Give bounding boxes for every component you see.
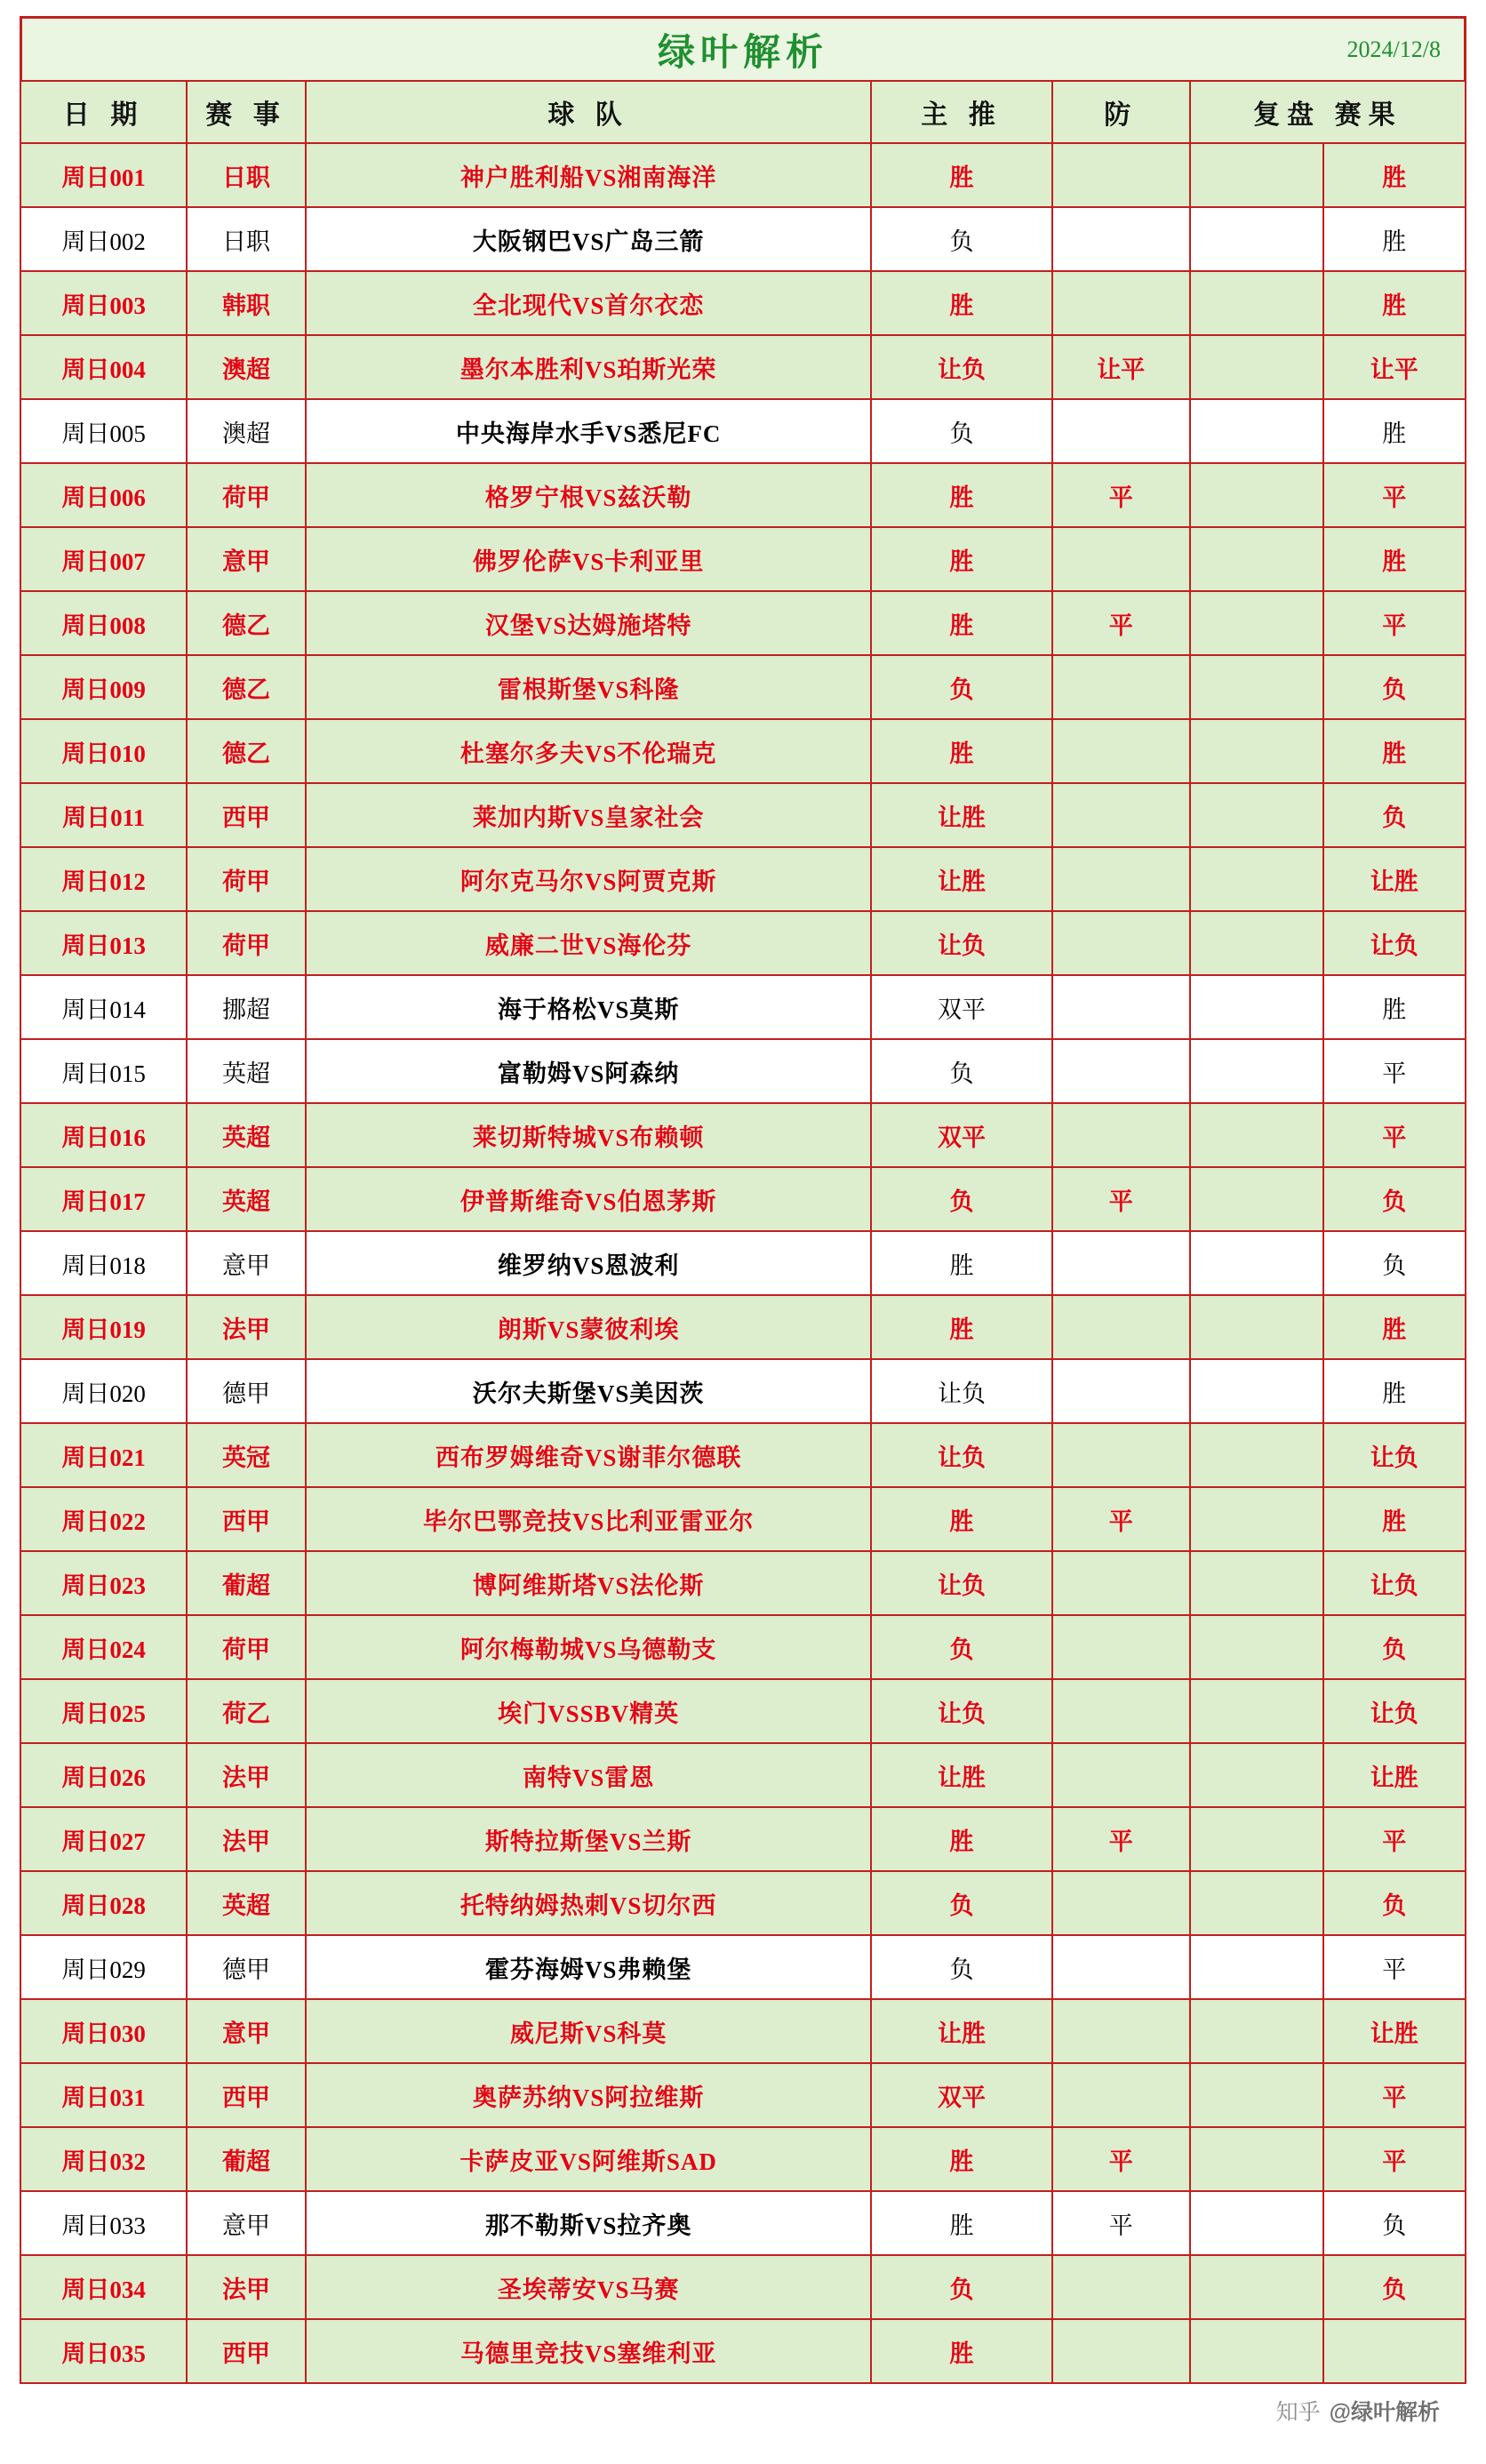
cell-review [1190,1807,1323,1871]
cell-teams: 圣埃蒂安VS马赛 [306,2255,871,2319]
cell-defense [1052,847,1190,911]
cell-defense [1052,2319,1190,2383]
table-row [20,143,1466,207]
header-review-result: 复盘 赛果 [1190,81,1466,143]
cell-league: 法甲 [187,1295,306,1359]
cell-date: 周日025 [20,1679,187,1743]
cell-defense: 平 [1052,2127,1190,2191]
cell-result: 让平 [1323,335,1466,399]
cell-review [1190,911,1323,975]
table-row [20,1487,1466,1551]
cell-main-pick: 让胜 [871,1743,1051,1807]
cell-main-pick: 让负 [871,1423,1051,1487]
cell-review [1190,655,1323,719]
cell-result: 胜 [1323,527,1466,591]
table-row [20,1423,1466,1487]
cell-date: 周日018 [20,1231,187,1295]
cell-review [1190,1423,1323,1487]
cell-date: 周日015 [20,1039,187,1103]
cell-league: 法甲 [187,2255,306,2319]
table-row [20,207,1466,271]
cell-teams: 全北现代VS首尔衣恋 [306,271,871,335]
cell-league: 澳超 [187,399,306,463]
cell-defense [1052,655,1190,719]
cell-result: 负 [1323,2255,1466,2319]
cell-teams: 博阿维斯塔VS法伦斯 [306,1551,871,1615]
cell-teams: 格罗宁根VS兹沃勒 [306,463,871,527]
cell-review [1190,1359,1323,1423]
cell-main-pick: 负 [871,207,1051,271]
cell-league: 西甲 [187,2319,306,2383]
cell-league: 英冠 [187,1423,306,1487]
cell-teams: 斯特拉斯堡VS兰斯 [306,1807,871,1871]
cell-defense: 平 [1052,591,1190,655]
cell-league: 西甲 [187,2063,306,2127]
cell-league: 荷甲 [187,463,306,527]
cell-league: 荷乙 [187,1679,306,1743]
cell-result: 平 [1323,2063,1466,2127]
cell-league: 意甲 [187,527,306,591]
cell-date: 周日020 [20,1359,187,1423]
cell-teams: 雷根斯堡VS科隆 [306,655,871,719]
cell-teams: 那不勒斯VS拉齐奥 [306,2191,871,2255]
cell-main-pick: 胜 [871,591,1051,655]
cell-review [1190,2127,1323,2191]
table-row [20,2319,1466,2383]
cell-teams: 阿尔克马尔VS阿贾克斯 [306,847,871,911]
cell-defense [1052,719,1190,783]
page-date: 2024/12/8 [1346,36,1441,62]
footer [20,2384,1466,2437]
cell-review [1190,1615,1323,1679]
cell-main-pick: 胜 [871,1487,1051,1551]
header-teams: 球 队 [306,81,871,143]
cell-defense [1052,271,1190,335]
cell-result: 负 [1323,1231,1466,1295]
cell-defense: 平 [1052,463,1190,527]
table-row [20,1807,1466,1871]
cell-teams: 中央海岸水手VS悉尼FC [306,399,871,463]
table-row [20,975,1466,1039]
cell-date: 周日029 [20,1935,187,1999]
table-row [20,1551,1466,1615]
cell-defense [1052,911,1190,975]
table-row [20,1231,1466,1295]
cell-main-pick: 胜 [871,1231,1051,1295]
cell-main-pick: 胜 [871,271,1051,335]
cell-result: 让胜 [1323,1743,1466,1807]
zhihu-logo: 知乎 [1275,2400,1321,2425]
cell-result: 胜 [1323,975,1466,1039]
cell-date: 周日014 [20,975,187,1039]
table-row [20,1999,1466,2063]
cell-result: 负 [1323,655,1466,719]
cell-review [1190,1871,1323,1935]
cell-defense [1052,975,1190,1039]
cell-main-pick: 负 [871,1615,1051,1679]
cell-result: 平 [1323,1807,1466,1871]
cell-teams: 西布罗姆维奇VS谢菲尔德联 [306,1423,871,1487]
cell-defense [1052,1359,1190,1423]
cell-main-pick: 负 [871,1935,1051,1999]
cell-date: 周日022 [20,1487,187,1551]
cell-defense: 平 [1052,2191,1190,2255]
cell-date: 周日013 [20,911,187,975]
cell-main-pick: 胜 [871,143,1051,207]
cell-defense [1052,2255,1190,2319]
cell-defense [1052,1615,1190,1679]
cell-defense [1052,783,1190,847]
cell-league: 英超 [187,1103,306,1167]
cell-league: 意甲 [187,1231,306,1295]
table-row [20,719,1466,783]
cell-league: 荷甲 [187,911,306,975]
cell-review [1190,1103,1323,1167]
cell-teams: 海于格松VS莫斯 [306,975,871,1039]
cell-defense: 让平 [1052,335,1190,399]
cell-teams: 霍芬海姆VS弗赖堡 [306,1935,871,1999]
cell-defense [1052,1935,1190,1999]
cell-main-pick: 负 [871,399,1051,463]
table-row [20,1103,1466,1167]
cell-league: 荷甲 [187,1615,306,1679]
table-body [20,143,1466,2383]
table-row [20,463,1466,527]
table-row [20,335,1466,399]
cell-league: 意甲 [187,2191,306,2255]
cell-main-pick: 双平 [871,975,1051,1039]
cell-date: 周日019 [20,1295,187,1359]
cell-date: 周日030 [20,1999,187,2063]
cell-main-pick: 让胜 [871,1999,1051,2063]
cell-date: 周日028 [20,1871,187,1935]
cell-defense [1052,1423,1190,1487]
cell-review [1190,847,1323,911]
cell-date: 周日017 [20,1167,187,1231]
cell-result: 平 [1323,463,1466,527]
cell-date: 周日021 [20,1423,187,1487]
cell-result: 让负 [1323,911,1466,975]
table-row [20,1871,1466,1935]
table-row [20,1615,1466,1679]
table-row [20,1679,1466,1743]
cell-league: 德乙 [187,719,306,783]
cell-defense [1052,1039,1190,1103]
cell-main-pick: 负 [871,1167,1051,1231]
cell-main-pick: 负 [871,1871,1051,1935]
cell-date: 周日012 [20,847,187,911]
cell-date: 周日009 [20,655,187,719]
cell-defense: 平 [1052,1167,1190,1231]
cell-result: 负 [1323,1615,1466,1679]
cell-date: 周日035 [20,2319,187,2383]
cell-main-pick: 负 [871,2255,1051,2319]
cell-teams: 神户胜利船VS湘南海洋 [306,143,871,207]
cell-review [1190,1039,1323,1103]
cell-league: 荷甲 [187,847,306,911]
cell-result: 负 [1323,1871,1466,1935]
cell-result: 让胜 [1323,847,1466,911]
cell-league: 英超 [187,1167,306,1231]
cell-review [1190,783,1323,847]
cell-review [1190,143,1323,207]
cell-defense [1052,399,1190,463]
cell-result: 胜 [1323,271,1466,335]
cell-league: 韩职 [187,271,306,335]
cell-review [1190,975,1323,1039]
header-date: 日 期 [20,81,187,143]
cell-review [1190,1231,1323,1295]
cell-result: 平 [1323,591,1466,655]
cell-result: 让负 [1323,1423,1466,1487]
table-row [20,1295,1466,1359]
cell-league: 意甲 [187,1999,306,2063]
cell-review [1190,1679,1323,1743]
cell-teams: 杜塞尔多夫VS不伦瑞克 [306,719,871,783]
cell-main-pick: 双平 [871,1103,1051,1167]
cell-teams: 大阪钢巴VS广岛三箭 [306,207,871,271]
cell-result: 胜 [1323,207,1466,271]
cell-main-pick: 让负 [871,1359,1051,1423]
cell-result: 平 [1323,1103,1466,1167]
cell-main-pick: 胜 [871,1807,1051,1871]
cell-date: 周日034 [20,2255,187,2319]
table-row [20,271,1466,335]
cell-teams: 卡萨皮亚VS阿维斯SAD [306,2127,871,2191]
cell-date: 周日032 [20,2127,187,2191]
cell-teams: 毕尔巴鄂竞技VS比利亚雷亚尔 [306,1487,871,1551]
cell-main-pick: 胜 [871,719,1051,783]
cell-result: 胜 [1323,1295,1466,1359]
cell-teams: 马德里竞技VS塞维利亚 [306,2319,871,2383]
cell-date: 周日031 [20,2063,187,2127]
cell-date: 周日011 [20,783,187,847]
cell-defense [1052,527,1190,591]
cell-date: 周日026 [20,1743,187,1807]
table-row [20,2127,1466,2191]
cell-teams: 埃门VSSBV精英 [306,1679,871,1743]
cell-main-pick: 让负 [871,335,1051,399]
cell-review [1190,591,1323,655]
cell-main-pick: 让负 [871,911,1051,975]
cell-result: 让负 [1323,1551,1466,1615]
cell-teams: 墨尔本胜利VS珀斯光荣 [306,335,871,399]
cell-result: 胜 [1323,1359,1466,1423]
cell-review [1190,207,1323,271]
cell-review [1190,2191,1323,2255]
cell-teams: 伊普斯维奇VS伯恩茅斯 [306,1167,871,1231]
cell-main-pick: 让胜 [871,847,1051,911]
cell-review [1190,1999,1323,2063]
table-row [20,655,1466,719]
cell-defense [1052,1871,1190,1935]
cell-defense [1052,1295,1190,1359]
cell-teams: 维罗纳VS恩波利 [306,1231,871,1295]
cell-defense [1052,1999,1190,2063]
table-row [20,847,1466,911]
cell-date: 周日024 [20,1615,187,1679]
cell-teams: 威尼斯VS科莫 [306,1999,871,2063]
table-row [20,1039,1466,1103]
cell-date: 周日005 [20,399,187,463]
cell-result: 负 [1323,2191,1466,2255]
cell-result: 胜 [1323,399,1466,463]
cell-review [1190,1295,1323,1359]
cell-date: 周日006 [20,463,187,527]
cell-main-pick: 双平 [871,2063,1051,2127]
page-title: 绿叶解析 [657,32,828,74]
cell-review [1190,1743,1323,1807]
cell-league: 日职 [187,143,306,207]
cell-result [1323,2319,1466,2383]
cell-date: 周日001 [20,143,187,207]
cell-review [1190,1167,1323,1231]
cell-defense [1052,1103,1190,1167]
cell-date: 周日004 [20,335,187,399]
cell-result: 让负 [1323,1679,1466,1743]
cell-defense [1052,1743,1190,1807]
table-row [20,591,1466,655]
cell-review [1190,2255,1323,2319]
table-row [20,1167,1466,1231]
cell-league: 葡超 [187,1551,306,1615]
cell-main-pick: 让胜 [871,783,1051,847]
cell-result: 平 [1323,1935,1466,1999]
cell-teams: 富勒姆VS阿森纳 [306,1039,871,1103]
cell-review [1190,399,1323,463]
cell-teams: 威廉二世VS海伦芬 [306,911,871,975]
cell-teams: 阿尔梅勒城VS乌德勒支 [306,1615,871,1679]
cell-league: 挪超 [187,975,306,1039]
cell-main-pick: 胜 [871,463,1051,527]
cell-league: 法甲 [187,1743,306,1807]
header-league: 赛 事 [187,81,306,143]
cell-result: 让胜 [1323,1999,1466,2063]
cell-review [1190,463,1323,527]
cell-teams: 南特VS雷恩 [306,1743,871,1807]
cell-main-pick: 让负 [871,1679,1051,1743]
zhihu-username: @绿叶解析 [1329,2400,1440,2425]
cell-league: 德甲 [187,1359,306,1423]
cell-main-pick: 负 [871,655,1051,719]
cell-teams: 莱加内斯VS皇家社会 [306,783,871,847]
cell-date: 周日033 [20,2191,187,2255]
cell-review [1190,527,1323,591]
table-row [20,911,1466,975]
cell-defense [1052,143,1190,207]
table-row [20,1935,1466,1999]
cell-review [1190,2063,1323,2127]
cell-date: 周日002 [20,207,187,271]
table-row [20,527,1466,591]
table-row [20,399,1466,463]
table-row [20,1359,1466,1423]
cell-league: 日职 [187,207,306,271]
cell-teams: 莱切斯特城VS布赖顿 [306,1103,871,1167]
header-main-pick: 主 推 [871,81,1051,143]
cell-teams: 朗斯VS蒙彼利埃 [306,1295,871,1359]
table-row [20,2191,1466,2255]
cell-result: 胜 [1323,719,1466,783]
cell-review [1190,1487,1323,1551]
cell-main-pick: 胜 [871,527,1051,591]
cell-league: 葡超 [187,2127,306,2191]
cell-teams: 汉堡VS达姆施塔特 [306,591,871,655]
cell-league: 西甲 [187,1487,306,1551]
title-bar [20,16,1466,80]
cell-result: 负 [1323,1167,1466,1231]
cell-league: 英超 [187,1871,306,1935]
cell-main-pick: 负 [871,1039,1051,1103]
cell-teams: 佛罗伦萨VS卡利亚里 [306,527,871,591]
cell-date: 周日007 [20,527,187,591]
cell-defense: 平 [1052,1807,1190,1871]
cell-defense: 平 [1052,1487,1190,1551]
cell-defense [1052,207,1190,271]
cell-league: 西甲 [187,783,306,847]
cell-result: 平 [1323,1039,1466,1103]
cell-date: 周日003 [20,271,187,335]
table-row [20,1743,1466,1807]
cell-league: 法甲 [187,1807,306,1871]
cell-main-pick: 让负 [871,1551,1051,1615]
cell-league: 澳超 [187,335,306,399]
table-row [20,783,1466,847]
cell-teams: 沃尔夫斯堡VS美因茨 [306,1359,871,1423]
cell-main-pick: 胜 [871,1295,1051,1359]
match-table [20,80,1466,2384]
cell-main-pick: 胜 [871,2319,1051,2383]
cell-teams: 托特纳姆热刺VS切尔西 [306,1871,871,1935]
cell-league: 英超 [187,1039,306,1103]
table-row [20,2063,1466,2127]
cell-defense [1052,1679,1190,1743]
cell-defense [1052,1231,1190,1295]
cell-defense [1052,2063,1190,2127]
cell-main-pick: 胜 [871,2127,1051,2191]
cell-review [1190,2319,1323,2383]
cell-date: 周日008 [20,591,187,655]
cell-review [1190,1551,1323,1615]
cell-result: 胜 [1323,143,1466,207]
cell-review [1190,1935,1323,1999]
cell-league: 德乙 [187,655,306,719]
table-row [20,2255,1466,2319]
table-header-row [20,81,1466,143]
cell-date: 周日016 [20,1103,187,1167]
cell-main-pick: 胜 [871,2191,1051,2255]
cell-result: 平 [1323,2127,1466,2191]
cell-defense [1052,1551,1190,1615]
cell-league: 德甲 [187,1935,306,1999]
cell-review [1190,719,1323,783]
cell-teams: 奥萨苏纳VS阿拉维斯 [306,2063,871,2127]
cell-date: 周日010 [20,719,187,783]
cell-result: 负 [1323,783,1466,847]
cell-league: 德乙 [187,591,306,655]
cell-review [1190,335,1323,399]
cell-date: 周日023 [20,1551,187,1615]
header-defense: 防 [1052,81,1190,143]
cell-result: 胜 [1323,1487,1466,1551]
cell-date: 周日027 [20,1807,187,1871]
cell-review [1190,271,1323,335]
